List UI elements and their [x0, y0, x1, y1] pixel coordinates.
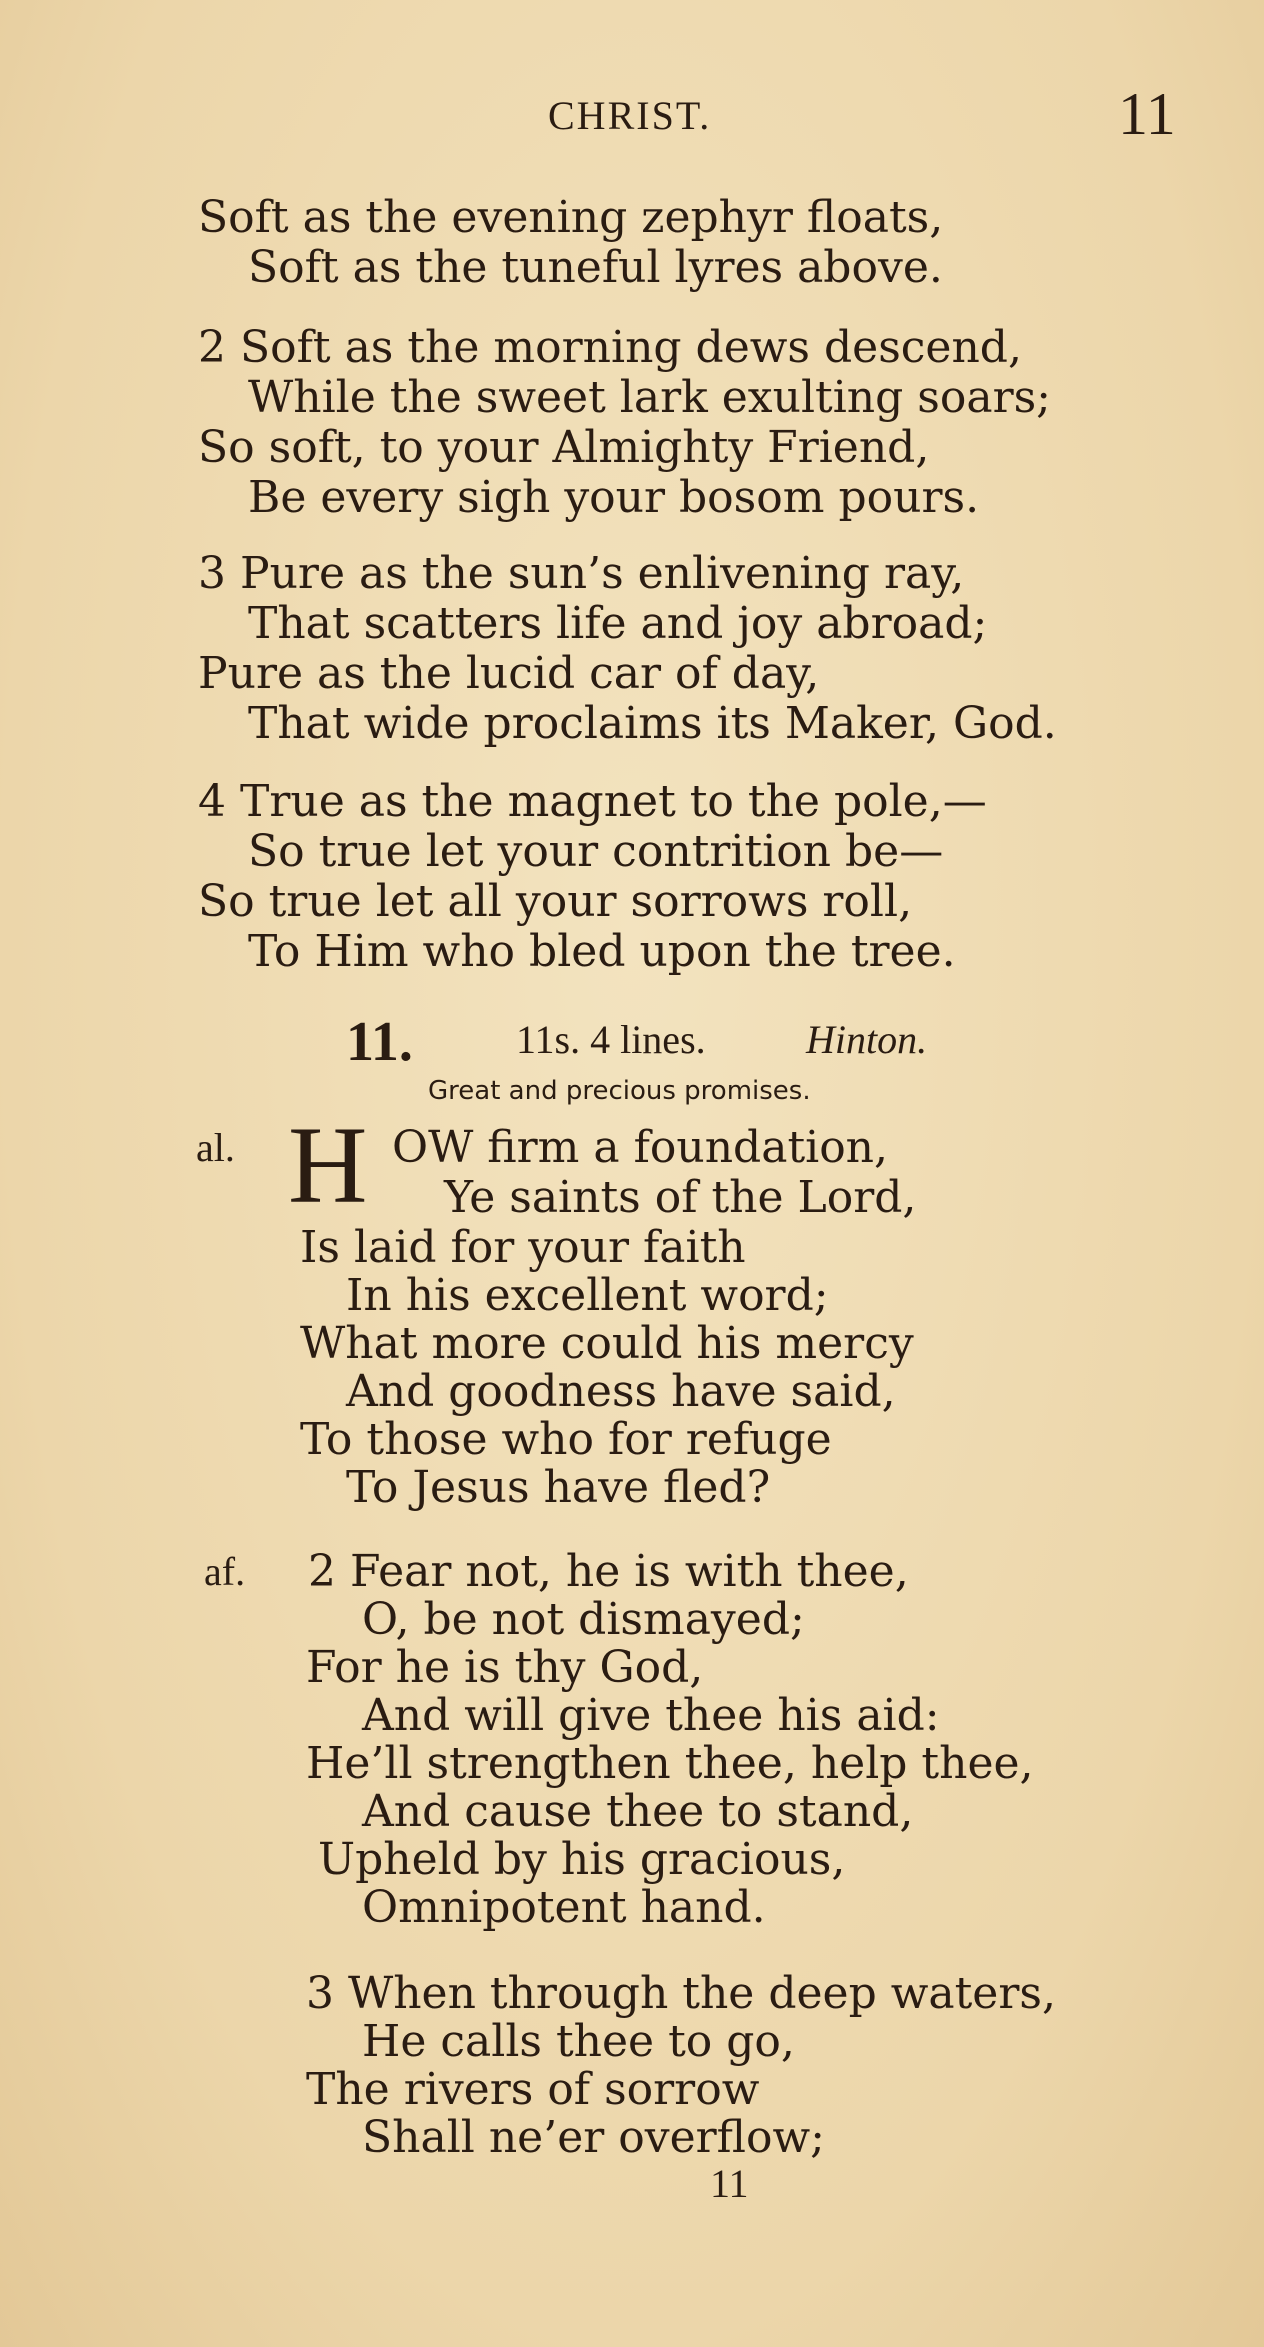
- verse-line: He calls thee to go,: [362, 2016, 795, 2067]
- verse-line: Omnipotent hand.: [362, 1882, 766, 1933]
- hymn-subtitle: Great and precious promises.: [428, 1076, 811, 1106]
- verse-line: So true let all your sorrows roll,: [198, 876, 913, 927]
- verse-line: 3 Pure as the sun’s enlivening ray,: [198, 548, 965, 599]
- verse-line: Soft as the evening zephyr floats,: [198, 192, 944, 243]
- dynamic-mark: af.: [204, 1549, 246, 1594]
- hymn-meter: 11s. 4 lines.: [516, 1017, 706, 1062]
- verse-line: Pure as the lucid car of day,: [198, 648, 820, 699]
- verse-line: 2 Soft as the morning dews descend,: [198, 322, 1022, 373]
- verse-line: Shall ne’er overflow;: [362, 2112, 826, 2163]
- verse-line: For he is thy God,: [306, 1642, 704, 1693]
- dynamic-mark: al.: [196, 1125, 235, 1170]
- verse-line: That wide proclaims its Maker, God.: [248, 698, 1057, 749]
- verse-line: To Jesus have fled?: [346, 1462, 771, 1513]
- verse-line: He’ll strengthen thee, help thee,: [306, 1738, 1034, 1789]
- verse-line: Ye saints of the Lord,: [444, 1172, 917, 1223]
- verse-line: So soft, to your Almighty Friend,: [198, 422, 930, 473]
- verse-line: OW firm a foundation,: [392, 1122, 889, 1173]
- verse-line: 3 When through the deep waters,: [306, 1968, 1056, 2019]
- verse-line: That scatters life and joy abroad;: [248, 598, 988, 649]
- verse-line: Be every sigh your bosom pours.: [248, 472, 980, 523]
- verse-line: 4 True as the magnet to the pole,—: [198, 776, 987, 827]
- running-head: CHRIST.: [548, 93, 712, 138]
- hymn-number: 11.: [346, 1011, 413, 1073]
- verse-line: While the sweet lark exulting soars;: [248, 372, 1051, 423]
- verse-line: O, be not dismayed;: [362, 1594, 805, 1645]
- verse-line: In his excellent word;: [346, 1270, 829, 1321]
- verse-line: The rivers of sorrow: [306, 2064, 760, 2115]
- verse-line: To Him who bled upon the tree.: [248, 926, 956, 977]
- drop-cap: H: [288, 1104, 368, 1226]
- verse-line: Upheld by his gracious,: [318, 1834, 846, 1885]
- verse-line: Is laid for your faith: [300, 1222, 746, 1273]
- verse-line: Soft as the tuneful lyres above.: [248, 242, 943, 293]
- verse-line: And cause thee to stand,: [362, 1786, 914, 1837]
- page-number: 11: [1118, 81, 1176, 147]
- verse-line: To those who for refuge: [300, 1414, 832, 1465]
- signature-mark: 11: [710, 2161, 749, 2206]
- verse-line: So true let your contrition be—: [248, 826, 944, 877]
- verse-line: And goodness have said,: [346, 1366, 896, 1417]
- verse-line: 2 Fear not, he is with thee,: [308, 1546, 909, 1597]
- verse-line: And will give thee his aid:: [362, 1690, 940, 1741]
- verse-line: What more could his mercy: [300, 1318, 914, 1369]
- hymn-tune: Hinton.: [806, 1017, 928, 1062]
